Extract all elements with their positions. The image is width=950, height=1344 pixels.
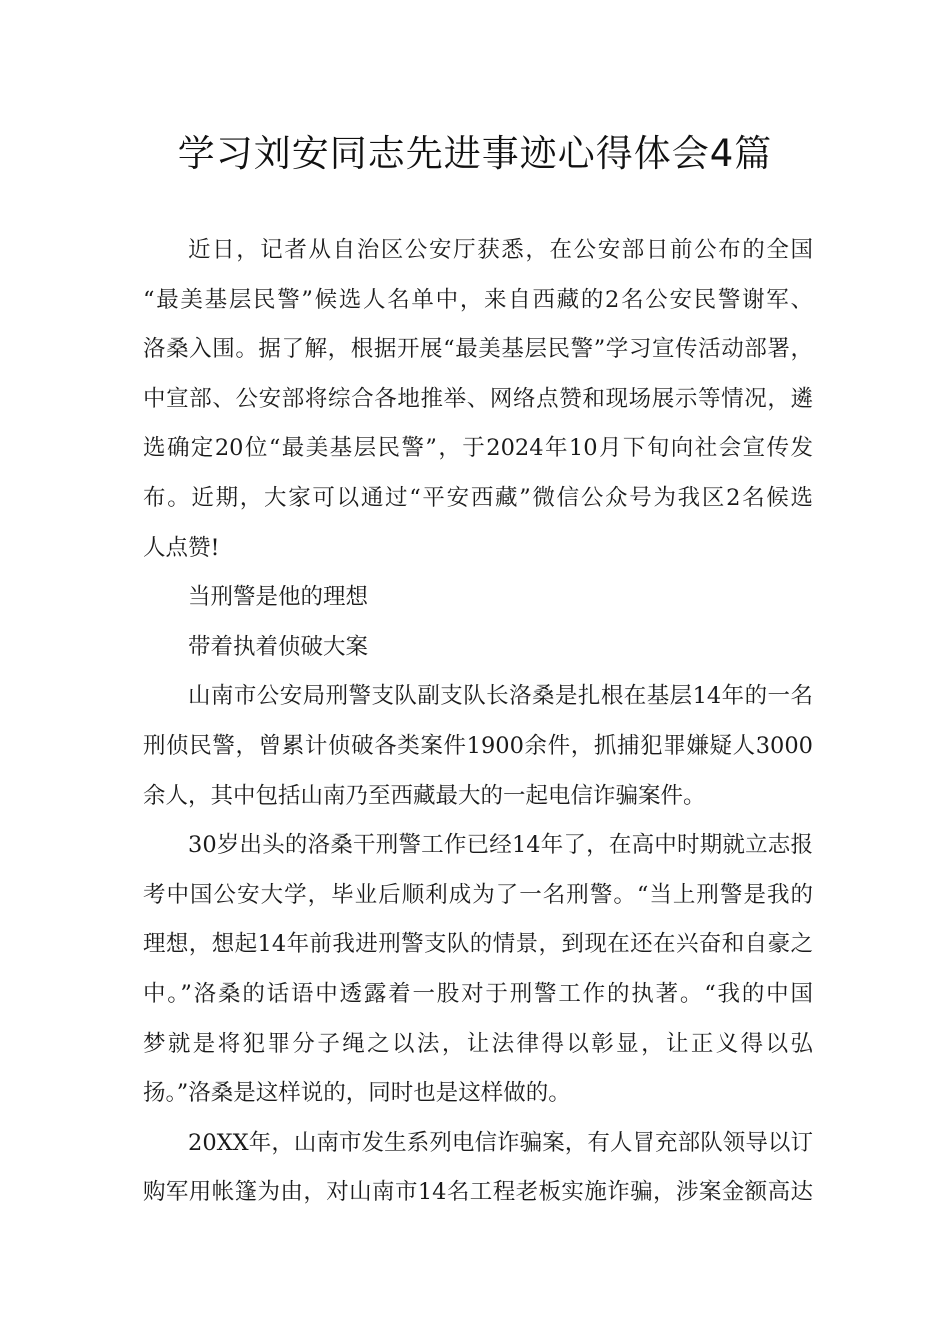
paragraph-line: 刑侦民警，曾累计侦破各类案件1900余件，抓捕犯罪嫌疑人3000 bbox=[143, 732, 813, 759]
paragraph-line: 中宣部、公安部将综合各地推举、网络点赞和现场展示等情况，遴 bbox=[143, 385, 813, 412]
paragraph-line: 选确定20位“最美基层民警”，于2024年10月下旬向社会宣传发 bbox=[143, 435, 813, 462]
subheading-line: 当刑警是他的理想 bbox=[188, 584, 369, 611]
paragraph-line: 理想，想起14年前我进刑警支队的情景，到现在还在兴奋和自豪之 bbox=[143, 931, 813, 958]
document-title: 学习刘安同志先进事迹心得体会4篇 bbox=[177, 132, 773, 175]
paragraph-line: 近日，记者从自治区公安厅获悉，在公安部日前公布的全国 bbox=[188, 237, 813, 263]
paragraph-line: 梦就是将犯罪分子绳之以法，让法律得以彰显，让正义得以弘 bbox=[143, 1030, 813, 1057]
paragraph-line: 山南市公安局刑警支队副支队长洛桑是扎根在基层14年的一名 bbox=[188, 683, 813, 710]
paragraph-line: 考中国公安大学，毕业后顺利成为了一名刑警。“当上刑警是我的 bbox=[143, 881, 813, 908]
paragraph-line: 中。”洛桑的话语中透露着一股对于刑警工作的执著。“我的中国 bbox=[143, 980, 813, 1007]
paragraph-line: 购军用帐篷为由，对山南市14名工程老板实施诈骗，涉案金额高达 bbox=[143, 1179, 813, 1206]
paragraph-line: 人点赞! bbox=[143, 534, 220, 561]
document-body bbox=[143, 226, 813, 1218]
subheading-line: 带着执着侦破大案 bbox=[188, 633, 369, 660]
paragraph-line: 余人，其中包括山南乃至西藏最大的一起电信诈骗案件。 bbox=[143, 782, 706, 809]
paragraph-line: 20XX年，山南市发生系列电信诈骗案，有人冒充部队领导以订 bbox=[188, 1129, 813, 1156]
paragraph-line: 扬。”洛桑是这样说的，同时也是这样做的。 bbox=[143, 1080, 571, 1107]
paragraph-line: “最美基层民警”候选人名单中，来自西藏的2名公安民警谢军、 bbox=[143, 286, 813, 313]
paragraph-line: 洛桑入围。据了解，根据开展“最美基层民警”学习宣传活动部署， bbox=[143, 336, 813, 363]
paragraph-line: 30岁出头的洛桑干刑警工作已经14年了，在高中时期就立志报 bbox=[188, 832, 813, 859]
paragraph-line: 布。近期，大家可以通过“平安西藏”微信公众号为我区2名候选 bbox=[143, 484, 813, 511]
